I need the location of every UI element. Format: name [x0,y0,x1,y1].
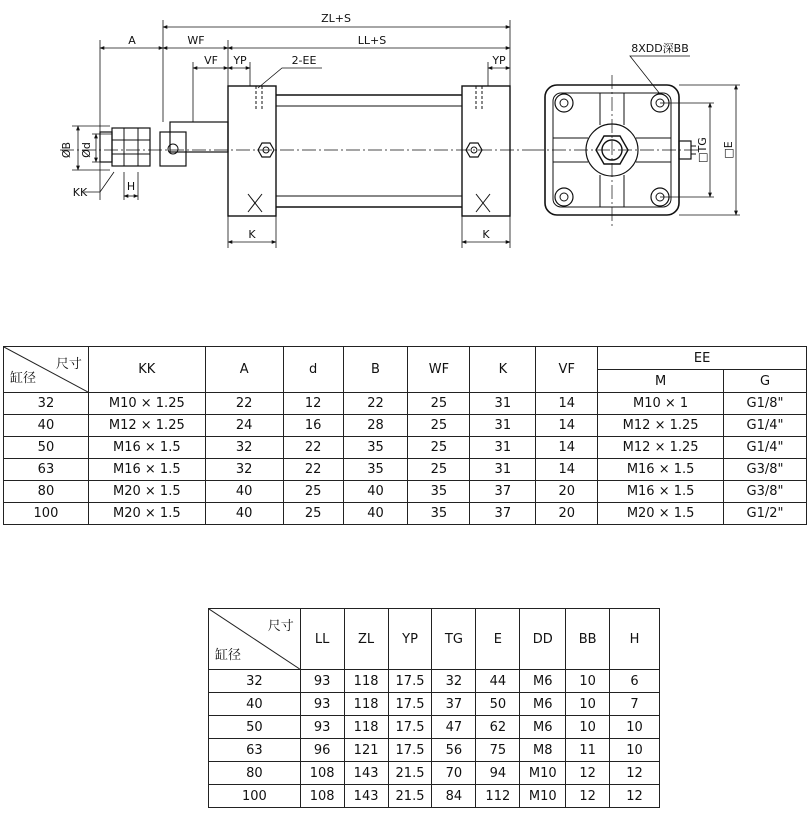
table-cell: M12 × 1.25 [598,415,724,437]
table-cell: 17.5 [388,716,432,739]
table-cell: 10 [610,716,660,739]
table-row [209,693,660,716]
bore-cell: 63 [209,739,301,762]
table-row [4,415,807,437]
table-cell: 17.5 [388,693,432,716]
table-cell: 22 [283,437,343,459]
table-cell: 93 [300,716,344,739]
table-cell: 17.5 [388,670,432,693]
table-cell: 20 [536,481,598,503]
table-cell: 12 [610,785,660,808]
dim-tg: □TG [696,137,709,163]
table-cell: M10 × 1 [598,393,724,415]
table-row [4,503,807,525]
dim-2ee: 2-EE [291,54,317,67]
table-cell: 21.5 [388,762,432,785]
table-cell: 25 [283,503,343,525]
bore-cell: 40 [209,693,301,716]
bore-cell: 63 [4,459,89,481]
table2-body [209,670,660,808]
dim-a: A [128,34,136,47]
dim-ll-s: LL+S [357,34,387,47]
dim-kk: KK [72,186,88,199]
table2-corner-cell [209,609,301,670]
table-cell: M20 × 1.5 [88,481,205,503]
table-cell: 31 [470,459,536,481]
table-cell: 31 [470,393,536,415]
table-cell: 143 [344,785,388,808]
table-cell: M6 [520,670,566,693]
table1-header-b: B [343,347,408,393]
table-cell: 93 [300,693,344,716]
table-cell: 14 [536,415,598,437]
table-cell: 35 [343,437,408,459]
bore-cell: 100 [4,503,89,525]
table-row [4,459,807,481]
table-cell: M10 [520,762,566,785]
table-cell: 16 [283,415,343,437]
table-cell: 112 [476,785,520,808]
table-cell: M16 × 1.5 [88,437,205,459]
table-row [4,481,807,503]
table-cell: 35 [408,503,470,525]
table-cell: 37 [470,503,536,525]
table2-header-ll: LL [300,609,344,670]
table-cell: 118 [344,716,388,739]
table-row [4,393,807,415]
table-cell: 40 [343,503,408,525]
table-cell: 96 [300,739,344,762]
table-cell: 22 [205,393,283,415]
dim-8xdd: 8XDD深BB [631,42,689,55]
table2-corner-bottom: 缸径 [215,648,242,663]
table-cell: M6 [520,716,566,739]
table-row [4,437,807,459]
table-cell: 10 [566,716,610,739]
table-cell: 93 [300,670,344,693]
table-cell: 12 [283,393,343,415]
table-row [209,785,660,808]
table1-header-ee-m: M [598,370,724,393]
table-cell: 35 [343,459,408,481]
table-cell: M12 × 1.25 [88,415,205,437]
table1-body [4,393,807,525]
table2-header-zl: ZL [344,609,388,670]
table1-header-k: K [470,347,536,393]
table-cell: 22 [343,393,408,415]
table-cell: 108 [300,785,344,808]
table-cell: 56 [432,739,476,762]
table1-header-vf: VF [536,347,598,393]
table-cell: 22 [283,459,343,481]
table-cell: 10 [566,693,610,716]
table-cell: 25 [408,459,470,481]
table-cell: 7 [610,693,660,716]
table-row [209,739,660,762]
table-cell: 75 [476,739,520,762]
side-view [60,86,530,216]
dim-zl-s: ZL+S [321,12,351,25]
dim-yp-left: YP [233,54,247,67]
dim-h: H [126,180,136,193]
table2-header-bb: BB [566,609,610,670]
table-row [209,716,660,739]
table-cell: 14 [536,459,598,481]
table-cell: 32 [432,670,476,693]
table2-header-h: H [610,609,660,670]
dim-yp-right: YP [492,54,506,67]
dim-wf: WF [187,34,205,47]
table-cell: 24 [205,415,283,437]
table-cell: G3/8" [724,459,807,481]
dim-phi-d: Ød [80,142,93,158]
table-cell: G1/4" [724,437,807,459]
table-cell: M16 × 1.5 [598,459,724,481]
table2-corner-top: 尺寸 [267,619,294,634]
table-row [209,762,660,785]
table-cell: 25 [283,481,343,503]
table-cell: 40 [343,481,408,503]
spec-table-2 [208,608,660,808]
dim-k-left: K [248,228,256,241]
table-cell: 12 [610,762,660,785]
table-cell: M20 × 1.5 [88,503,205,525]
table-cell: 32 [205,459,283,481]
table-cell: 40 [205,481,283,503]
table-cell: G3/8" [724,481,807,503]
table-cell: 118 [344,670,388,693]
table-cell: 10 [566,670,610,693]
table1-header-d: d [283,347,343,393]
table-cell: 50 [476,693,520,716]
table-cell: 143 [344,762,388,785]
dim-phi-b: ØB [60,141,73,159]
bore-cell: 80 [209,762,301,785]
table-cell: 11 [566,739,610,762]
table2-header-tg: TG [432,609,476,670]
table-cell: 84 [432,785,476,808]
bore-cell: 50 [4,437,89,459]
table-cell: 25 [408,437,470,459]
table1-header-wf: WF [408,347,470,393]
table-cell: 118 [344,693,388,716]
table-cell: 94 [476,762,520,785]
bore-cell: 100 [209,785,301,808]
table-cell: 14 [536,437,598,459]
table-cell: 21.5 [388,785,432,808]
bore-cell: 32 [209,670,301,693]
bore-cell: 40 [4,415,89,437]
table1-corner-top: 尺寸 [55,357,82,372]
table-cell: G1/2" [724,503,807,525]
table-cell: 12 [566,762,610,785]
table-cell: 28 [343,415,408,437]
table-cell: 32 [205,437,283,459]
table-cell: 35 [408,481,470,503]
table-cell: M20 × 1.5 [598,503,724,525]
table1-corner-cell [4,347,89,393]
table2-header-dd: DD [520,609,566,670]
table-cell: 14 [536,393,598,415]
table-cell: 37 [470,481,536,503]
table-cell: M16 × 1.5 [88,459,205,481]
table-cell: G1/8" [724,393,807,415]
table-cell: 44 [476,670,520,693]
dim-vf: VF [204,54,218,67]
table-cell: 12 [566,785,610,808]
table-cell: 70 [432,762,476,785]
table-cell: 6 [610,670,660,693]
table-cell: 17.5 [388,739,432,762]
table1-header-ee-g: G [724,370,807,393]
table2-header-yp: YP [388,609,432,670]
table-cell: 31 [470,437,536,459]
table1-corner-bottom: 缸径 [10,371,37,386]
table-cell: G1/4" [724,415,807,437]
table-cell: M10 [520,785,566,808]
table-cell: 47 [432,716,476,739]
table-cell: 121 [344,739,388,762]
table-cell: 31 [470,415,536,437]
table-cell: 25 [408,393,470,415]
table-cell: M6 [520,693,566,716]
table-cell: 40 [205,503,283,525]
spec-table-1 [3,346,807,525]
bore-cell: 80 [4,481,89,503]
table-cell: M16 × 1.5 [598,481,724,503]
table-cell: 10 [610,739,660,762]
table-cell: 108 [300,762,344,785]
bore-cell: 50 [209,716,301,739]
table1-header-kk: KK [88,347,205,393]
table-row [209,670,660,693]
table1-header-ee: EE [598,347,807,370]
table-cell: 25 [408,415,470,437]
table-cell: M8 [520,739,566,762]
table1-header-a: A [205,347,283,393]
table-cell: 37 [432,693,476,716]
table2-header-e: E [476,609,520,670]
table-cell: 62 [476,716,520,739]
dim-e: □E [722,141,735,159]
bore-cell: 32 [4,393,89,415]
cylinder-drawing [0,0,810,300]
dim-k-right: K [482,228,490,241]
table-cell: 20 [536,503,598,525]
table-cell: M10 × 1.25 [88,393,205,415]
table-cell: M12 × 1.25 [598,437,724,459]
